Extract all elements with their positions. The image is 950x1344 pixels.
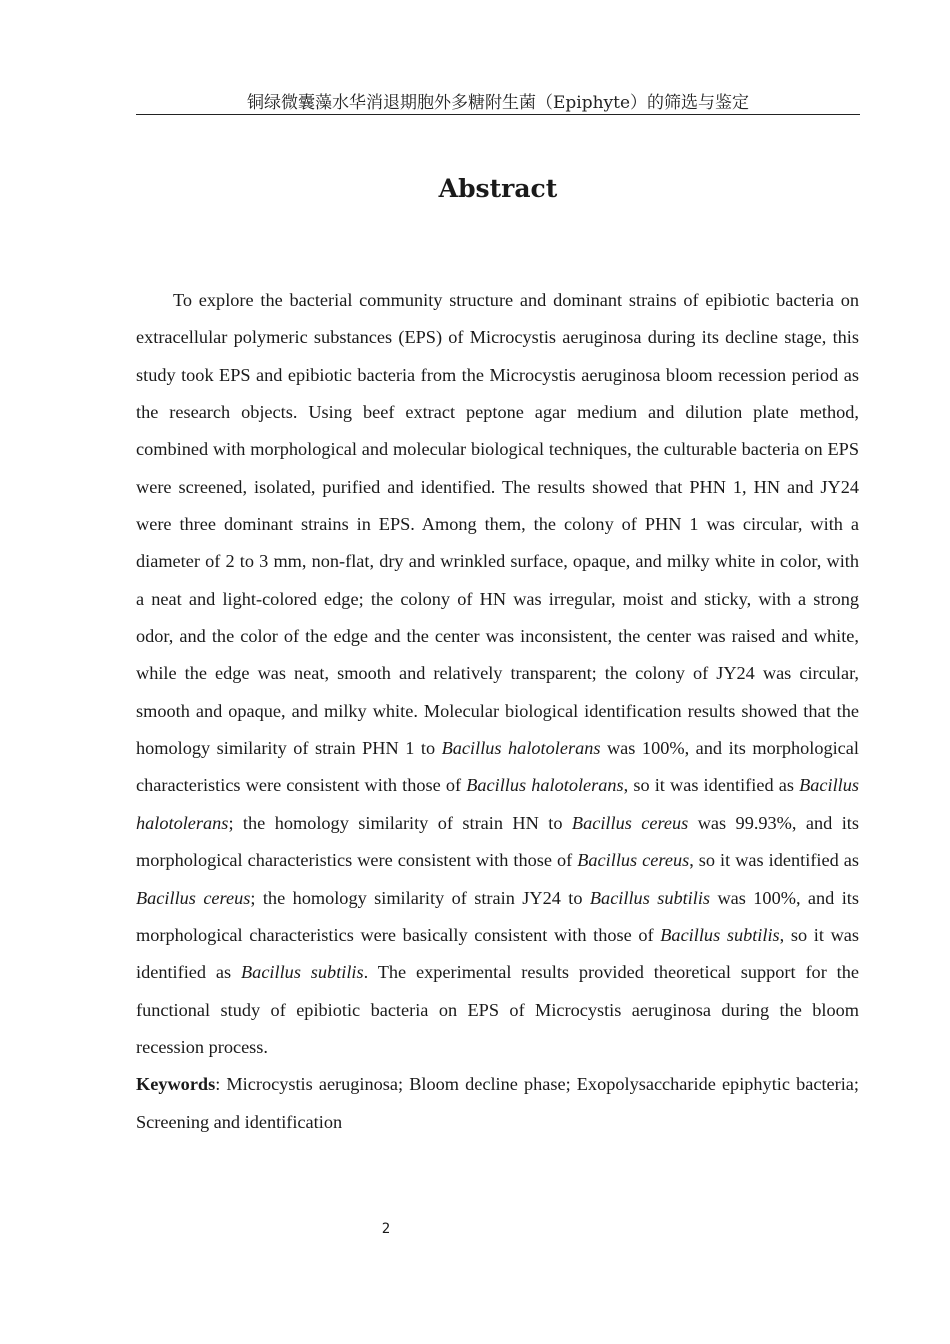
page-title: Abstract [438,174,558,203]
species-name: Bacillus halotolerans [136,775,859,833]
abstract-text: , so it was identified as [689,850,859,871]
abstract-text: was 100%, and its morphological characteristics were consistent with those of [136,738,859,796]
species-name: Bacillus subtilis [241,962,364,983]
species-name: Bacillus subtilis [660,924,780,945]
abstract-body [136,282,859,1141]
abstract-text: was 100%, and its morphological characteristics were basically consistent with those of [136,887,859,945]
header-rule [136,114,860,115]
abstract-text: ; the homology similarity of strain JY24 to [250,887,590,908]
page-number: 2 [381,1221,391,1237]
species-name: Bacillus halotolerans [441,738,601,759]
species-name: Bacillus halotolerans [466,775,624,796]
abstract-text: , so it was identified as [623,775,800,796]
species-name: Bacillus subtilis [589,887,711,908]
keywords-text: Microcystis aeruginosa; Bloom decline phase; Exopolysaccharide epiphytic bacteria; Screening and identification [136,1074,859,1132]
abstract-paragraph [136,282,859,1066]
abstract-text: , so it was identified as [136,924,860,983]
species-name: Bacillus cereus [577,850,690,871]
keywords-separator: : [215,1074,221,1095]
abstract-text: ; the homology similarity of strain HN to [228,812,572,833]
species-name: Bacillus cereus [136,887,251,908]
keywords-line [136,1066,859,1141]
species-name: Bacillus cereus [571,812,689,833]
keywords-label: Keywords [136,1074,216,1095]
abstract-text: was 99.93%, and its morphological characteristics were consistent with those of [136,812,859,871]
abstract-text: . The experimental results provided theoretical support for the functional study of epibiotic bacteria on EPS of Microcystis aeruginosa during the bloom recession process. [136,962,859,1057]
abstract-text: To explore the bacterial community structure and dominant strains of epibiotic bacteria on extracellular polymeric substances (EPS) of Microcystis aeruginosa during its decline stage, this study took EPS and epibiotic bacteria from the Microcystis aeruginosa bloom recession period as the research objects. Using beef extract peptone agar medium and dilution plate method, combined with morphological and molecular biological techniques, the culturable bacteria on EPS were screened, isolated, purified and identified. The results showed that PHN 1, HN and JY24 were three dominant strains in EPS. Among them, the colony of PHN 1 was circular, with a diameter of 2 to 3 mm, non-flat, dry and wrinkled surface, opaque, and milky white in color, with a neat and light-colored edge; the colony of HN was irregular, moist and sticky, with a strong odor, and the color of the edge and the center was inconsistent, the center was raised and white, while the edge was neat, smooth and relatively transparent; the colony of JY24 was circular, smooth and opaque, and milky white. Molecular biological identification results showed that the homology similarity of strain PHN 1 to [136,290,859,759]
running-header: 铜绿微囊藻水华消退期胞外多糖附生菌（Epiphyte）的筛选与鉴定 [246,93,750,113]
